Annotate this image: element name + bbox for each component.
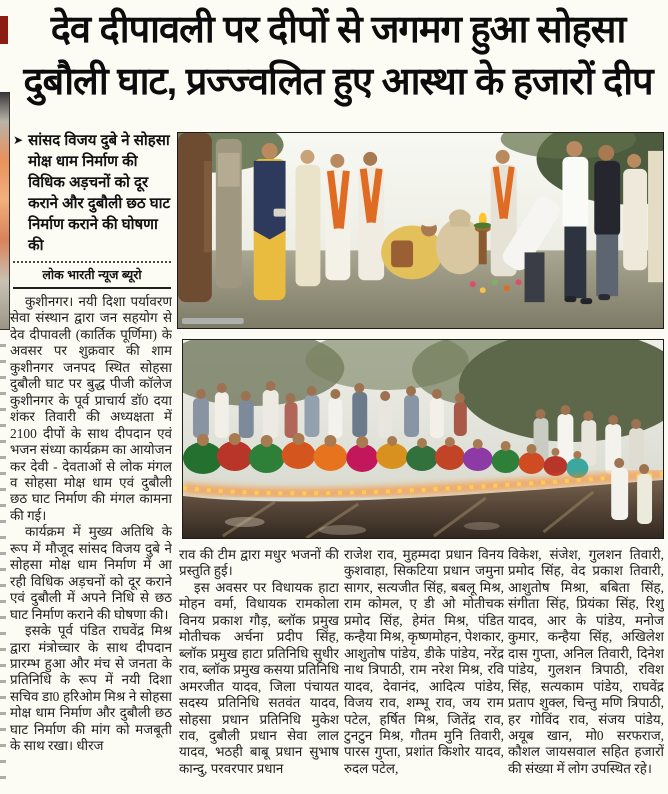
highlight-box (13, 130, 171, 289)
paragraph: कुशीनगर। नयी दिशा पर्यावरण सेवा संस्थान द्वारा जन सहयोग से देव दीपावली (कार्तिक पूर्णिमा) के अवसर पर शुक्रवार की शाम कुशीनगर जनपद स्थित सोहसा दुबौली घाट पर बुद्ध पीजी कॉलेज कुशीनगर के पूर्व प्राचार्य डॉ0 दया शंकर तिवारी की अध्यक्षता में 2100 दीपों के साथ दीपदान एवं भजन संध्या कार्यक्रम का आयोजन कर देवी - देवताओं से लोक मंगल व सोहसा मोक्ष धाम एवं दुबौली छठ घाट निर्माण की मंगल कामना की गई। (10, 294, 172, 523)
headline-line-2: दुबौली घाट, प्रज्ज्वलित हुए आस्था के हजारों दीप (23, 61, 653, 103)
edge-fragment-text-marks (0, 344, 6, 786)
edge-fragment-red-block (0, 16, 8, 44)
paragraph: इस अवसर पर विधायक हाटा मोहन वर्मा, विधायक रामकोला विनय प्रकाश गौड़, ब्लॉक प्रमुख मोतीचक अर्चना प्रदीप सिंह, ब्लॉक प्रमुख हाटा प्रतिनिधि सुधीर राव, ब्लॉक प्रमुख कसया प्रतिनिधि अमरजीत यादव, जिला पंचायत सदस्य प्रतिनिधि सतवंत यादव, सोहसा प्रधान प्रतिनिधि मुकेश राव, दुबौली प्रधान सेवा लाल यादव, भठही बाबू प्रधान सुभाष कान्दु, परवरपार प्रधान (179, 579, 339, 776)
paragraph: इसके पूर्व पंडित राघवेंद्र मिश्र द्वारा मंत्रोच्चार के साथ दीपदान प्रारम्भ हुआ और मंच से जनता के प्रतिनिधि के रूप में नयी दिशा सचिव डा0 हरिओम मिश्र ने सोहसा मोक्ष धाम निर्माण और दुबौली छठ घाट निर्माण की मांग को मजबूती के साथ रखा। धीरज (10, 623, 172, 754)
paragraph: कार्यक्रम में मुख्य अतिथि के रूप में मौजूद सांसद विजय दुबे ने सोहसा मोक्ष धाम निर्माण में आ रही विधिक अड़चनों को दूर कराने एवं दुबौली में अपने निधि से छठ घाट निर्माण कराने की घोषणा की। (10, 524, 172, 622)
solid-divider (13, 287, 171, 289)
ghat-diya-rows-photo (182, 339, 664, 539)
headline-line-1: देव दीपावली पर दीपों से जगमग हुआ सोहसा (50, 9, 626, 51)
ceremony-crowd-photo-art (178, 133, 663, 328)
edge-fragment-photo-strip (0, 92, 10, 330)
arrow-bullet-icon: ➤ (13, 133, 24, 147)
article-headline (12, 4, 664, 108)
paragraph: राव की टीम द्वारा मधुर भजनों की प्रस्तुति हुई। (179, 547, 339, 579)
body-column-4 (508, 547, 664, 788)
paragraph: विकेश, संजेश, गुलशन तिवारी, प्रमोद सिंह, वेद प्रकाश तिवारी, आशुतोष मिश्रा, बबिता सिंह, संगीता सिंह, प्रियंका सिंह, रिशु यादव, आर के पांडेय, मनोज कुमार, कन्हैया सिंह, अखिलेश दास गुप्ता, अनिल तिवारी, दिनेश पांडेय, गुलशन त्रिपाठी, रविश सिंह, सत्यकाम पांडेय, राघवेंद्र प्रताप शुक्ल, चिन्तु मणि त्रिपाठी, हर गोविंद राव, संजय पांडेय, अयूब खान, मो0 सरफराज, कौशल जायसवाल सहित हजारों की संख्या में लोग उपस्थित रहे। (508, 547, 664, 776)
paragraph: राजेश राव, मुहम्मदा प्रधान विनय कुशवाहा, सिकटिया प्रधान जमुना सागर, सत्यजीत सिंह, बबलू मिश्र, राम कोमल, ए डी ओ मोतीचक प्रमोद सिंह, हेमंत मिश्र, पंडित कन्हैया मिश्र, कृष्णमोहन, पेशकार, आशुतोष पांडेय, डीके पांडेय, नरेंद्र नाथ त्रिपाठी, राम नरेश मिश्र, रवि यादव, देवानंद, आदित्य पांडेय, विजय राव, शम्भू राव, जय राम पटेल, हर्षित मिश्र, जितेंद्र राव, टुनटुन मिश्र, गौतम मुनि तिवारी, पारस गुप्ता, प्रशांत किशोर यादव, रुदल पटेल, (344, 547, 504, 776)
news-bureau-byline: लोक भारती न्यूज ब्यूरो (42, 268, 142, 282)
body-column-2 (179, 547, 339, 788)
ceremony-crowd-photo (177, 132, 664, 329)
ghat-diya-rows-photo-art (183, 340, 663, 538)
body-column-3 (344, 547, 504, 788)
highlight-summary-text: सांसद विजय दुबे ने सोहसा मोक्ष धाम निर्माण की विधिक अड़चनों को दूर कराने और दुबौली छठ घाट निर्माण कराने की घोषणा की (28, 132, 171, 254)
body-column-1 (10, 294, 172, 788)
